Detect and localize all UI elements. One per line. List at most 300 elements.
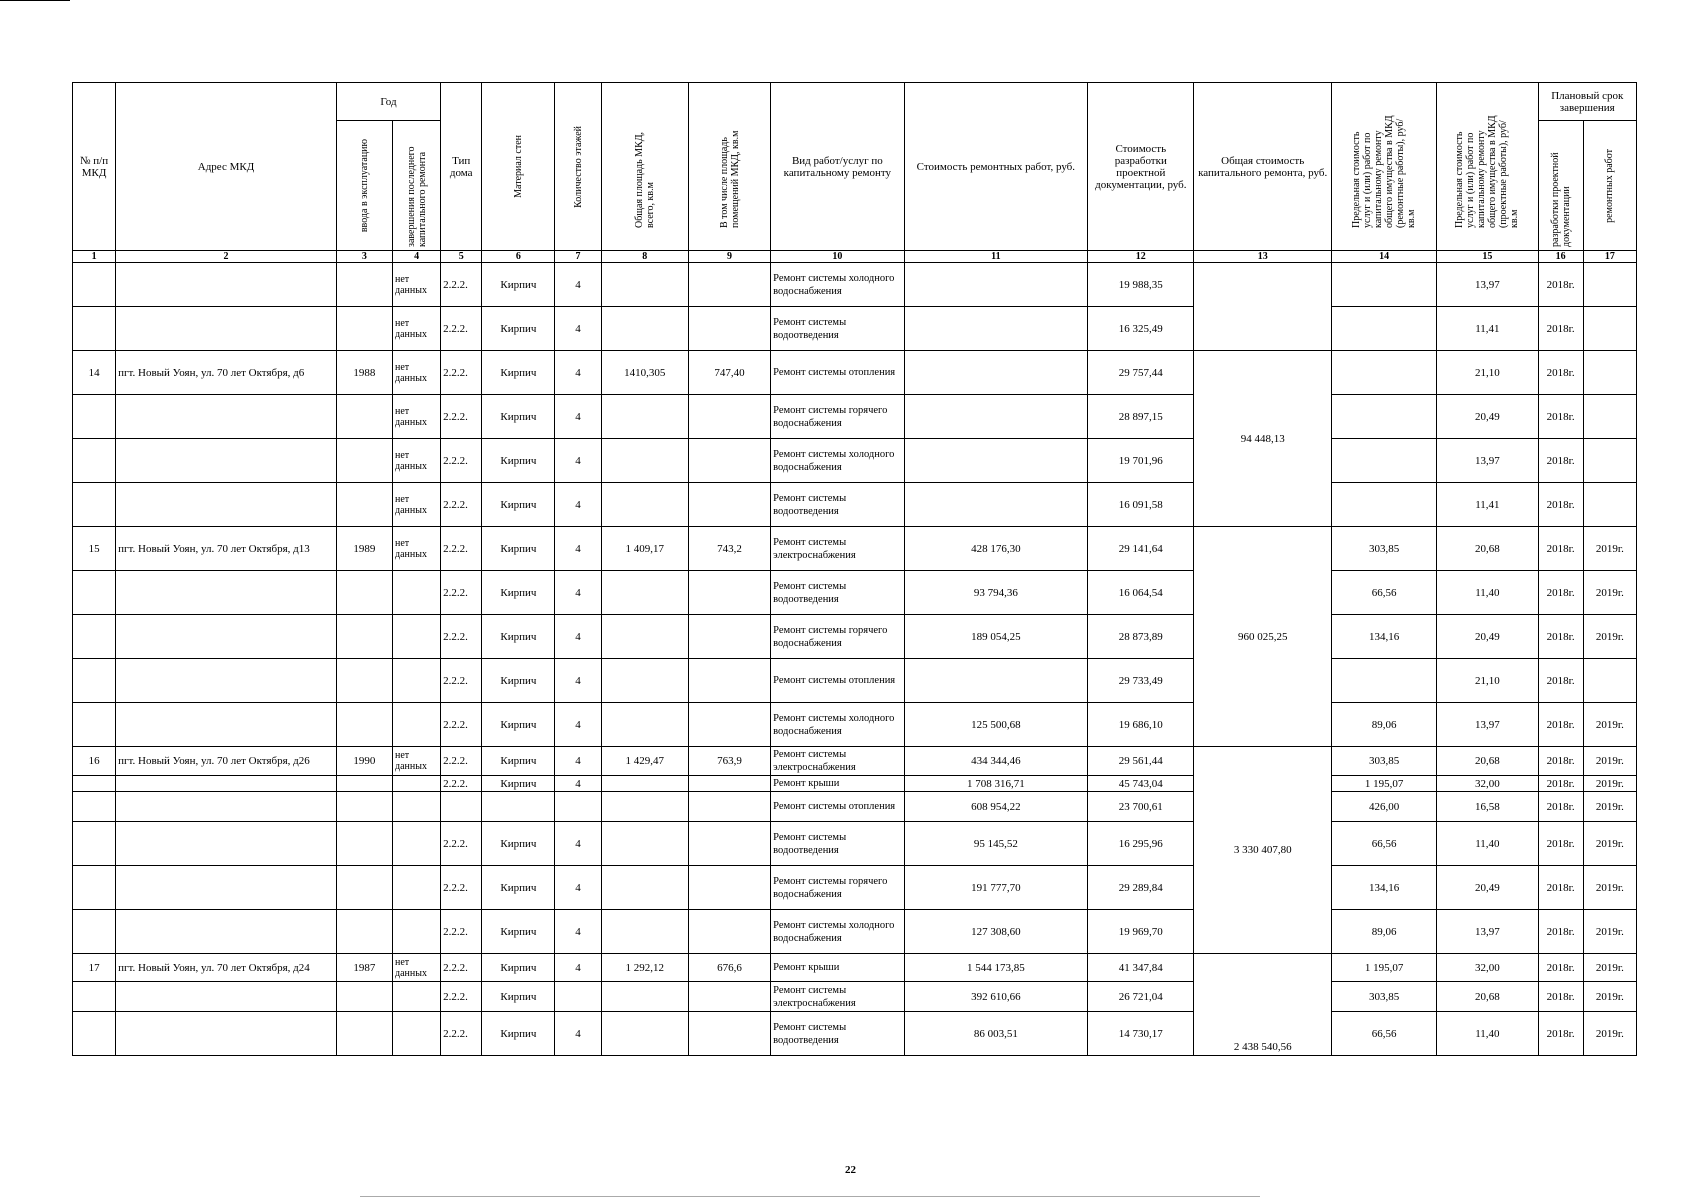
address-cell [116, 776, 337, 792]
design-cost-cell: 41 347,84 [1088, 954, 1194, 982]
deadline-repair-cell: 2019г. [1583, 747, 1636, 776]
deadline-design-cell: 2018г. [1538, 659, 1583, 703]
year-commission-cell [336, 792, 392, 822]
header-wall-material [482, 83, 555, 251]
header-limit-design-text: Предельная стоимость услуг и (или) работ по капитальному ремонту общего имущества в МКД (проектные работы), руб/кв.м [1454, 114, 1521, 228]
premises-area-cell: 763,9 [688, 747, 770, 776]
work-type-cell: Ремонт системы горячего водоснабжения [771, 615, 904, 659]
total-area-cell [601, 776, 688, 792]
wall-material-cell: Кирпич [482, 910, 555, 954]
deadline-design-cell: 2018г. [1538, 527, 1583, 571]
house-type-cell: 2.2.2. [441, 866, 482, 910]
work-type-cell: Ремонт системы электроснабжения [771, 527, 904, 571]
year-last-repair-cell [393, 1012, 441, 1056]
wall-material-cell: Кирпич [482, 954, 555, 982]
year-commission-cell: 1987 [336, 954, 392, 982]
deadline-repair-cell: 2019г. [1583, 776, 1636, 792]
floors-cell: 4 [555, 351, 601, 395]
table-row [73, 822, 1637, 866]
deadline-repair-cell: 2019г. [1583, 703, 1636, 747]
work-type-cell: Ремонт системы холодного водоснабжения [771, 703, 904, 747]
row-number-cell [73, 792, 116, 822]
work-type-cell: Ремонт системы водоотведения [771, 1012, 904, 1056]
design-cost-cell: 28 873,89 [1088, 615, 1194, 659]
limit-repair-cell: 134,16 [1331, 615, 1436, 659]
deadline-design-cell: 2018г. [1538, 822, 1583, 866]
address-cell: пгт. Новый Уоян, ул. 70 лет Октября, д6 [116, 351, 337, 395]
col-number: 11 [904, 251, 1088, 263]
year-last-repair-cell: нет данных [393, 483, 441, 527]
address-cell [116, 615, 337, 659]
col-number: 15 [1437, 251, 1538, 263]
premises-area-cell: 676,6 [688, 954, 770, 982]
year-commission-cell [336, 703, 392, 747]
repair-cost-cell: 95 145,52 [904, 822, 1088, 866]
year-commission-cell: 1988 [336, 351, 392, 395]
house-type-cell: 2.2.2. [441, 395, 482, 439]
floors-cell: 4 [555, 483, 601, 527]
design-cost-cell: 45 743,04 [1088, 776, 1194, 792]
work-type-cell: Ремонт системы водоотведения [771, 483, 904, 527]
floors-cell: 4 [555, 910, 601, 954]
repair-cost-cell: 127 308,60 [904, 910, 1088, 954]
limit-design-cell: 21,10 [1437, 351, 1538, 395]
design-cost-cell: 29 561,44 [1088, 747, 1194, 776]
table-row [73, 571, 1637, 615]
house-type-cell: 2.2.2. [441, 615, 482, 659]
wall-material-cell: Кирпич [482, 776, 555, 792]
year-commission-cell [336, 910, 392, 954]
header-limit-repair-text: Предельная стоимость услуг и (или) работ по капитальному ремонту общего имущества в МКД (ремонтные работы), руб/кв.м [1351, 114, 1418, 228]
wall-material-cell: Кирпич [482, 483, 555, 527]
floors-cell: 4 [555, 747, 601, 776]
total-area-cell [601, 659, 688, 703]
year-commission-cell [336, 263, 392, 307]
design-cost-cell: 19 988,35 [1088, 263, 1194, 307]
table-row [73, 910, 1637, 954]
house-type-cell: 2.2.2. [441, 571, 482, 615]
work-type-cell: Ремонт системы отопления [771, 659, 904, 703]
deadline-repair-cell [1583, 659, 1636, 703]
total-area-cell [601, 1012, 688, 1056]
total-area-cell [601, 792, 688, 822]
design-cost-cell: 16 295,96 [1088, 822, 1194, 866]
limit-design-cell: 11,41 [1437, 483, 1538, 527]
work-type-cell: Ремонт системы холодного водоснабжения [771, 439, 904, 483]
address-cell [116, 1012, 337, 1056]
header-premises-area [688, 83, 770, 251]
row-number-cell: 17 [73, 954, 116, 982]
limit-design-cell: 20,49 [1437, 395, 1538, 439]
premises-area-cell [688, 910, 770, 954]
address-cell [116, 439, 337, 483]
total-cost-cell: 960 025,25 [1194, 527, 1331, 747]
limit-repair-cell [1331, 483, 1436, 527]
design-cost-cell: 14 730,17 [1088, 1012, 1194, 1056]
deadline-design-cell: 2018г. [1538, 615, 1583, 659]
header-total-area-text: Общая площадь МКД, всего, кв.м [633, 131, 656, 228]
house-type-cell: 2.2.2. [441, 351, 482, 395]
repair-cost-cell [904, 351, 1088, 395]
house-type-cell: 2.2.2. [441, 1012, 482, 1056]
deadline-design-cell: 2018г. [1538, 263, 1583, 307]
column-number-row [73, 251, 1637, 263]
house-type-cell: 2.2.2. [441, 483, 482, 527]
repair-cost-cell: 125 500,68 [904, 703, 1088, 747]
year-last-repair-cell [393, 982, 441, 1012]
year-last-repair-cell: нет данных [393, 351, 441, 395]
year-last-repair-cell [393, 776, 441, 792]
year-last-repair-cell [393, 703, 441, 747]
deadline-repair-cell: 2019г. [1583, 1012, 1636, 1056]
address-cell: пгт. Новый Уоян, ул. 70 лет Октября, д24 [116, 954, 337, 982]
repair-cost-cell: 1 708 316,71 [904, 776, 1088, 792]
design-cost-cell: 26 721,04 [1088, 982, 1194, 1012]
wall-material-cell: Кирпич [482, 615, 555, 659]
row-number-cell [73, 822, 116, 866]
floors-cell: 4 [555, 954, 601, 982]
table-row [73, 747, 1637, 776]
year-last-repair-cell: нет данных [393, 527, 441, 571]
wall-material-cell: Кирпич [482, 439, 555, 483]
row-number-cell [73, 307, 116, 351]
limit-repair-cell: 1 195,07 [1331, 776, 1436, 792]
table-body [73, 263, 1637, 1056]
row-number-cell [73, 483, 116, 527]
limit-repair-cell [1331, 263, 1436, 307]
total-area-cell [601, 439, 688, 483]
limit-repair-cell: 303,85 [1331, 747, 1436, 776]
work-type-cell: Ремонт крыши [771, 954, 904, 982]
col-number: 14 [1331, 251, 1436, 263]
limit-repair-cell: 134,16 [1331, 866, 1436, 910]
deadline-design-cell: 2018г. [1538, 910, 1583, 954]
deadline-repair-cell: 2019г. [1583, 822, 1636, 866]
repair-cost-cell: 191 777,70 [904, 866, 1088, 910]
deadline-design-cell: 2018г. [1538, 954, 1583, 982]
deadline-repair-cell: 2019г. [1583, 615, 1636, 659]
floors-cell: 4 [555, 307, 601, 351]
year-last-repair-cell: нет данных [393, 954, 441, 982]
limit-design-cell: 20,68 [1437, 747, 1538, 776]
limit-repair-cell: 66,56 [1331, 1012, 1436, 1056]
premises-area-cell [688, 703, 770, 747]
floors-cell: 4 [555, 439, 601, 483]
repair-cost-cell [904, 659, 1088, 703]
deadline-design-cell: 2018г. [1538, 747, 1583, 776]
floors-cell: 4 [555, 615, 601, 659]
table-row [73, 659, 1637, 703]
year-last-repair-cell: нет данных [393, 263, 441, 307]
limit-design-cell: 20,68 [1437, 527, 1538, 571]
col-number: 2 [116, 251, 337, 263]
floors-cell [555, 792, 601, 822]
house-type-cell [441, 792, 482, 822]
row-number-cell [73, 659, 116, 703]
work-type-cell: Ремонт системы отопления [771, 351, 904, 395]
deadline-repair-cell [1583, 483, 1636, 527]
limit-design-cell: 13,97 [1437, 439, 1538, 483]
address-cell [116, 792, 337, 822]
limit-repair-cell [1331, 351, 1436, 395]
premises-area-cell [688, 395, 770, 439]
year-last-repair-cell: нет данных [393, 395, 441, 439]
deadline-repair-cell: 2019г. [1583, 866, 1636, 910]
premises-area-cell [688, 1012, 770, 1056]
capital-repair-table [72, 82, 1637, 1056]
year-commission-cell [336, 866, 392, 910]
work-type-cell: Ремонт системы холодного водоснабжения [771, 263, 904, 307]
deadline-repair-cell [1583, 351, 1636, 395]
work-type-cell: Ремонт крыши [771, 776, 904, 792]
address-cell [116, 395, 337, 439]
year-commission-cell [336, 776, 392, 792]
work-type-cell: Ремонт системы горячего водоснабжения [771, 866, 904, 910]
deadline-repair-cell: 2019г. [1583, 571, 1636, 615]
year-last-repair-cell: нет данных [393, 439, 441, 483]
row-number-cell [73, 703, 116, 747]
floors-cell [555, 982, 601, 1012]
premises-area-cell [688, 982, 770, 1012]
address-cell: пгт. Новый Уоян, ул. 70 лет Октября, д13 [116, 527, 337, 571]
deadline-repair-cell: 2019г. [1583, 527, 1636, 571]
floors-cell: 4 [555, 659, 601, 703]
year-last-repair-cell: нет данных [393, 307, 441, 351]
header-deadline-repair [1583, 121, 1636, 251]
header-repair-cost: Стоимость ремонтных работ, руб. [904, 83, 1088, 251]
total-area-cell [601, 822, 688, 866]
address-cell [116, 910, 337, 954]
table-row [73, 615, 1637, 659]
limit-repair-cell [1331, 439, 1436, 483]
limit-design-cell: 16,58 [1437, 792, 1538, 822]
header-year-commission [336, 121, 392, 251]
header-deadline-design-text: разработки проектной документации [1549, 151, 1572, 247]
row-number-cell [73, 439, 116, 483]
total-area-cell [601, 263, 688, 307]
col-number: 6 [482, 251, 555, 263]
header-house-type: Тип дома [441, 83, 482, 251]
premises-area-cell [688, 263, 770, 307]
address-cell [116, 822, 337, 866]
row-number-cell [73, 982, 116, 1012]
row-number-cell [73, 571, 116, 615]
header-design-cost: Стоимость разработки проектной документации, руб. [1088, 83, 1194, 251]
year-commission-cell [336, 615, 392, 659]
wall-material-cell: Кирпич [482, 527, 555, 571]
design-cost-cell: 16 325,49 [1088, 307, 1194, 351]
row-number-cell [73, 910, 116, 954]
col-number: 8 [601, 251, 688, 263]
row-number-cell [73, 1012, 116, 1056]
limit-repair-cell: 426,00 [1331, 792, 1436, 822]
year-commission-cell: 1990 [336, 747, 392, 776]
limit-repair-cell: 66,56 [1331, 571, 1436, 615]
year-commission-cell: 1989 [336, 527, 392, 571]
wall-material-cell: Кирпич [482, 1012, 555, 1056]
total-area-cell [601, 395, 688, 439]
total-cost-cell: 94 448,13 [1194, 351, 1331, 527]
premises-area-cell [688, 307, 770, 351]
wall-material-cell: Кирпич [482, 571, 555, 615]
year-commission-cell [336, 982, 392, 1012]
floors-cell: 4 [555, 822, 601, 866]
floors-cell: 4 [555, 571, 601, 615]
year-last-repair-cell [393, 659, 441, 703]
header-year-commission-text: ввода в эксплуатацию [358, 138, 370, 233]
col-number: 4 [393, 251, 441, 263]
limit-design-cell: 20,49 [1437, 866, 1538, 910]
repair-cost-cell [904, 263, 1088, 307]
limit-design-cell: 20,49 [1437, 615, 1538, 659]
limit-repair-cell: 1 195,07 [1331, 954, 1436, 982]
limit-design-cell: 32,00 [1437, 776, 1538, 792]
year-last-repair-cell [393, 910, 441, 954]
work-type-cell: Ремонт системы водоотведения [771, 822, 904, 866]
limit-design-cell: 21,10 [1437, 659, 1538, 703]
year-last-repair-cell [393, 866, 441, 910]
design-cost-cell: 19 701,96 [1088, 439, 1194, 483]
repair-cost-cell: 392 610,66 [904, 982, 1088, 1012]
row-number-cell [73, 263, 116, 307]
deadline-repair-cell [1583, 307, 1636, 351]
premises-area-cell [688, 615, 770, 659]
design-cost-cell: 19 969,70 [1088, 910, 1194, 954]
header-total-cost: Общая стоимость капитального ремонта, руб. [1194, 83, 1331, 251]
total-area-cell [601, 483, 688, 527]
limit-design-cell: 11,41 [1437, 307, 1538, 351]
total-area-cell [601, 571, 688, 615]
house-type-cell: 2.2.2. [441, 307, 482, 351]
row-number-cell [73, 776, 116, 792]
table-row [73, 527, 1637, 571]
year-commission-cell [336, 659, 392, 703]
address-cell [116, 866, 337, 910]
work-type-cell: Ремонт системы водоотведения [771, 307, 904, 351]
header-floors-text: Количество этажей [572, 125, 584, 208]
repair-cost-cell [904, 307, 1088, 351]
limit-repair-cell: 89,06 [1331, 703, 1436, 747]
premises-area-cell [688, 659, 770, 703]
total-cost-cell: 2 438 540,56 [1194, 954, 1331, 1056]
year-last-repair-cell: нет данных [393, 747, 441, 776]
wall-material-cell: Кирпич [482, 395, 555, 439]
work-type-cell: Ремонт системы холодного водоснабжения [771, 910, 904, 954]
design-cost-cell: 29 757,44 [1088, 351, 1194, 395]
header-deadline-design [1538, 121, 1583, 251]
total-cost-cell [1194, 263, 1331, 351]
floors-cell: 4 [555, 263, 601, 307]
total-area-cell: 1 429,47 [601, 747, 688, 776]
deadline-design-cell: 2018г. [1538, 776, 1583, 792]
address-cell [116, 659, 337, 703]
scan-bottom-line [360, 1196, 1260, 1197]
col-number: 1 [73, 251, 116, 263]
floors-cell: 4 [555, 527, 601, 571]
deadline-design-cell: 2018г. [1538, 483, 1583, 527]
premises-area-cell: 747,40 [688, 351, 770, 395]
wall-material-cell: Кирпич [482, 822, 555, 866]
limit-repair-cell: 303,85 [1331, 527, 1436, 571]
row-number-cell: 14 [73, 351, 116, 395]
table-row [73, 263, 1637, 307]
total-cost-cell: 3 330 407,80 [1194, 747, 1331, 954]
page-number: 22 [845, 1164, 856, 1176]
deadline-design-cell: 2018г. [1538, 307, 1583, 351]
year-commission-cell [336, 483, 392, 527]
limit-repair-cell: 66,56 [1331, 822, 1436, 866]
col-number: 17 [1583, 251, 1636, 263]
year-last-repair-cell [393, 571, 441, 615]
premises-area-cell [688, 792, 770, 822]
row-number-cell: 16 [73, 747, 116, 776]
table-row [73, 395, 1637, 439]
col-number: 16 [1538, 251, 1583, 263]
limit-repair-cell [1331, 395, 1436, 439]
wall-material-cell: Кирпич [482, 703, 555, 747]
address-cell: пгт. Новый Уоян, ул. 70 лет Октября, д26 [116, 747, 337, 776]
wall-material-cell: Кирпич [482, 982, 555, 1012]
repair-cost-cell: 428 176,30 [904, 527, 1088, 571]
design-cost-cell: 16 091,58 [1088, 483, 1194, 527]
table-row [73, 954, 1637, 982]
deadline-design-cell: 2018г. [1538, 439, 1583, 483]
total-area-cell: 1 292,12 [601, 954, 688, 982]
year-commission-cell [336, 822, 392, 866]
header-year-last-repair-text: завершения последнего капитального ремонта [405, 146, 428, 247]
repair-cost-cell: 608 954,22 [904, 792, 1088, 822]
total-area-cell: 1410,305 [601, 351, 688, 395]
work-type-cell: Ремонт системы отопления [771, 792, 904, 822]
design-cost-cell: 29 733,49 [1088, 659, 1194, 703]
header-deadline-group: Плановый срок завершения [1538, 83, 1636, 121]
house-type-cell: 2.2.2. [441, 439, 482, 483]
col-number: 3 [336, 251, 392, 263]
deadline-design-cell: 2018г. [1538, 571, 1583, 615]
col-number: 10 [771, 251, 904, 263]
floors-cell: 4 [555, 395, 601, 439]
deadline-repair-cell: 2019г. [1583, 910, 1636, 954]
table-row [73, 866, 1637, 910]
year-last-repair-cell [393, 792, 441, 822]
deadline-design-cell: 2018г. [1538, 351, 1583, 395]
col-number: 7 [555, 251, 601, 263]
row-number-cell: 15 [73, 527, 116, 571]
table-row [73, 307, 1637, 351]
work-type-cell: Ремонт системы электроснабжения [771, 982, 904, 1012]
header-year-last-repair [393, 121, 441, 251]
table-row [73, 776, 1637, 792]
design-cost-cell: 23 700,61 [1088, 792, 1194, 822]
col-number: 12 [1088, 251, 1194, 263]
header-wall-material-text: Материал стен [512, 135, 524, 198]
premises-area-cell [688, 571, 770, 615]
floors-cell: 4 [555, 1012, 601, 1056]
deadline-design-cell: 2018г. [1538, 866, 1583, 910]
design-cost-cell: 29 289,84 [1088, 866, 1194, 910]
house-type-cell: 2.2.2. [441, 954, 482, 982]
total-area-cell [601, 866, 688, 910]
house-type-cell: 2.2.2. [441, 822, 482, 866]
address-cell [116, 307, 337, 351]
total-area-cell [601, 703, 688, 747]
limit-design-cell: 32,00 [1437, 954, 1538, 982]
wall-material-cell: Кирпич [482, 747, 555, 776]
house-type-cell: 2.2.2. [441, 659, 482, 703]
total-area-cell [601, 615, 688, 659]
year-commission-cell [336, 571, 392, 615]
repair-cost-cell [904, 483, 1088, 527]
